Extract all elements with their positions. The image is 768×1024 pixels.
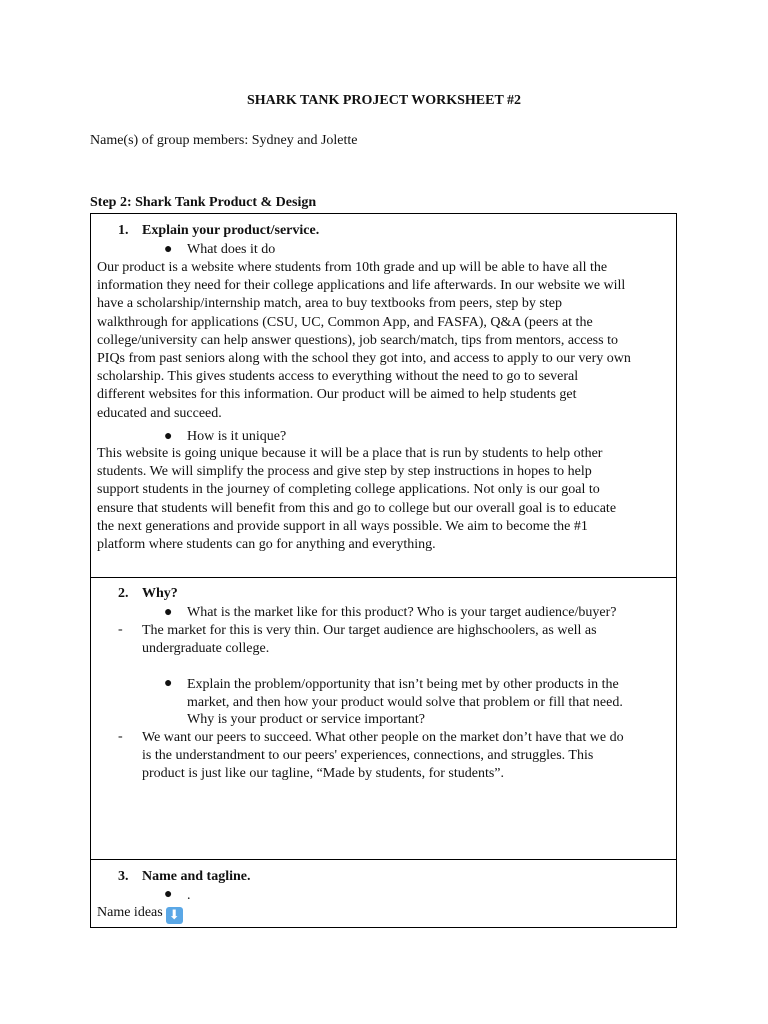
section-1-paragraph-2: This website is going unique because it will be a place that is run by students to help other students. We will simplify the process and give step by step instructions in hopes to help support students in the journey of completing college applications. Not only is our goal to ensure that students will benefit from this and go to college but our overall goal is to educate the next generations and provide support in all ways possible. We aim to become the #1 platform where students can go for anything and everything. xyxy=(97,446,617,553)
section-1-heading: Explain your product/service. xyxy=(142,223,320,238)
worksheet-title: SHARK TANK PROJECT WORKSHEET #2 xyxy=(246,93,522,108)
bullet-icon: ● xyxy=(164,676,173,691)
section-2-answer-1: The market for this is very thin. Our target audience are highschoolers, as well as undergraduate college. xyxy=(142,623,597,657)
section-1-box xyxy=(90,213,677,578)
bullet-icon: ● xyxy=(164,605,173,620)
section-2-number: 2. xyxy=(118,586,129,601)
section-2-bullet-2: Explain the problem/opportunity that isn’t being met by other products in the market, and then how your product would solve that problem or fill that need. Why is your product or service important? xyxy=(187,677,623,728)
section-2-heading: Why? xyxy=(142,586,178,601)
section-3-number: 3. xyxy=(118,869,129,884)
section-3-heading: Name and tagline. xyxy=(142,869,251,884)
section-1-bullet-1: What does it do xyxy=(187,242,276,257)
section-1-paragraph-1: Our product is a website where students from 10th grade and up will be able to have all the information they need for their college applications and life afterwards. In our website we will have a scholarship/internship match, area to buy textbooks from peers, step by step walkthrough for applications (CSU, UC, Common App, and FASFA), Q&A (peers at the college/university can help answer questions), job search/match, tips from mentors, access to PIQs from past seniors along with the school they got into, and access to apply to our very own scholarship. This gives students access to everything without the need to go to several different websites for this information. Our product will be aimed to help students get educated and succeed. xyxy=(97,260,631,421)
bullet-icon: ● xyxy=(164,887,173,902)
down-arrow-icon: ⬇ xyxy=(166,907,183,924)
section-1-number: 1. xyxy=(118,223,129,238)
section-2-box xyxy=(90,577,677,860)
step-heading: Step 2: Shark Tank Product & Design xyxy=(90,195,317,210)
group-members: Name(s) of group members: Sydney and Jolette xyxy=(90,133,358,148)
bullet-icon: ● xyxy=(164,429,173,444)
section-3-box xyxy=(90,859,677,928)
name-ideas-label: Name ideas xyxy=(97,905,163,920)
bullet-icon: ● xyxy=(164,242,173,257)
dash-marker: - xyxy=(118,622,123,637)
section-2-bullet-1: What is the market like for this product? Who is your target audience/buyer? xyxy=(187,605,617,620)
section-2-answer-2: We want our peers to succeed. What other people on the market don’t have that we do is the understandment to our peers' experiences, connections, and struggles. This product is just like our tagline, “Made by students, for students”. xyxy=(142,730,624,782)
name-ideas-line xyxy=(97,904,675,924)
section-3-bullet-1: . xyxy=(187,888,191,903)
dash-marker: - xyxy=(118,729,123,744)
section-1-bullet-2: How is it unique? xyxy=(187,429,287,444)
